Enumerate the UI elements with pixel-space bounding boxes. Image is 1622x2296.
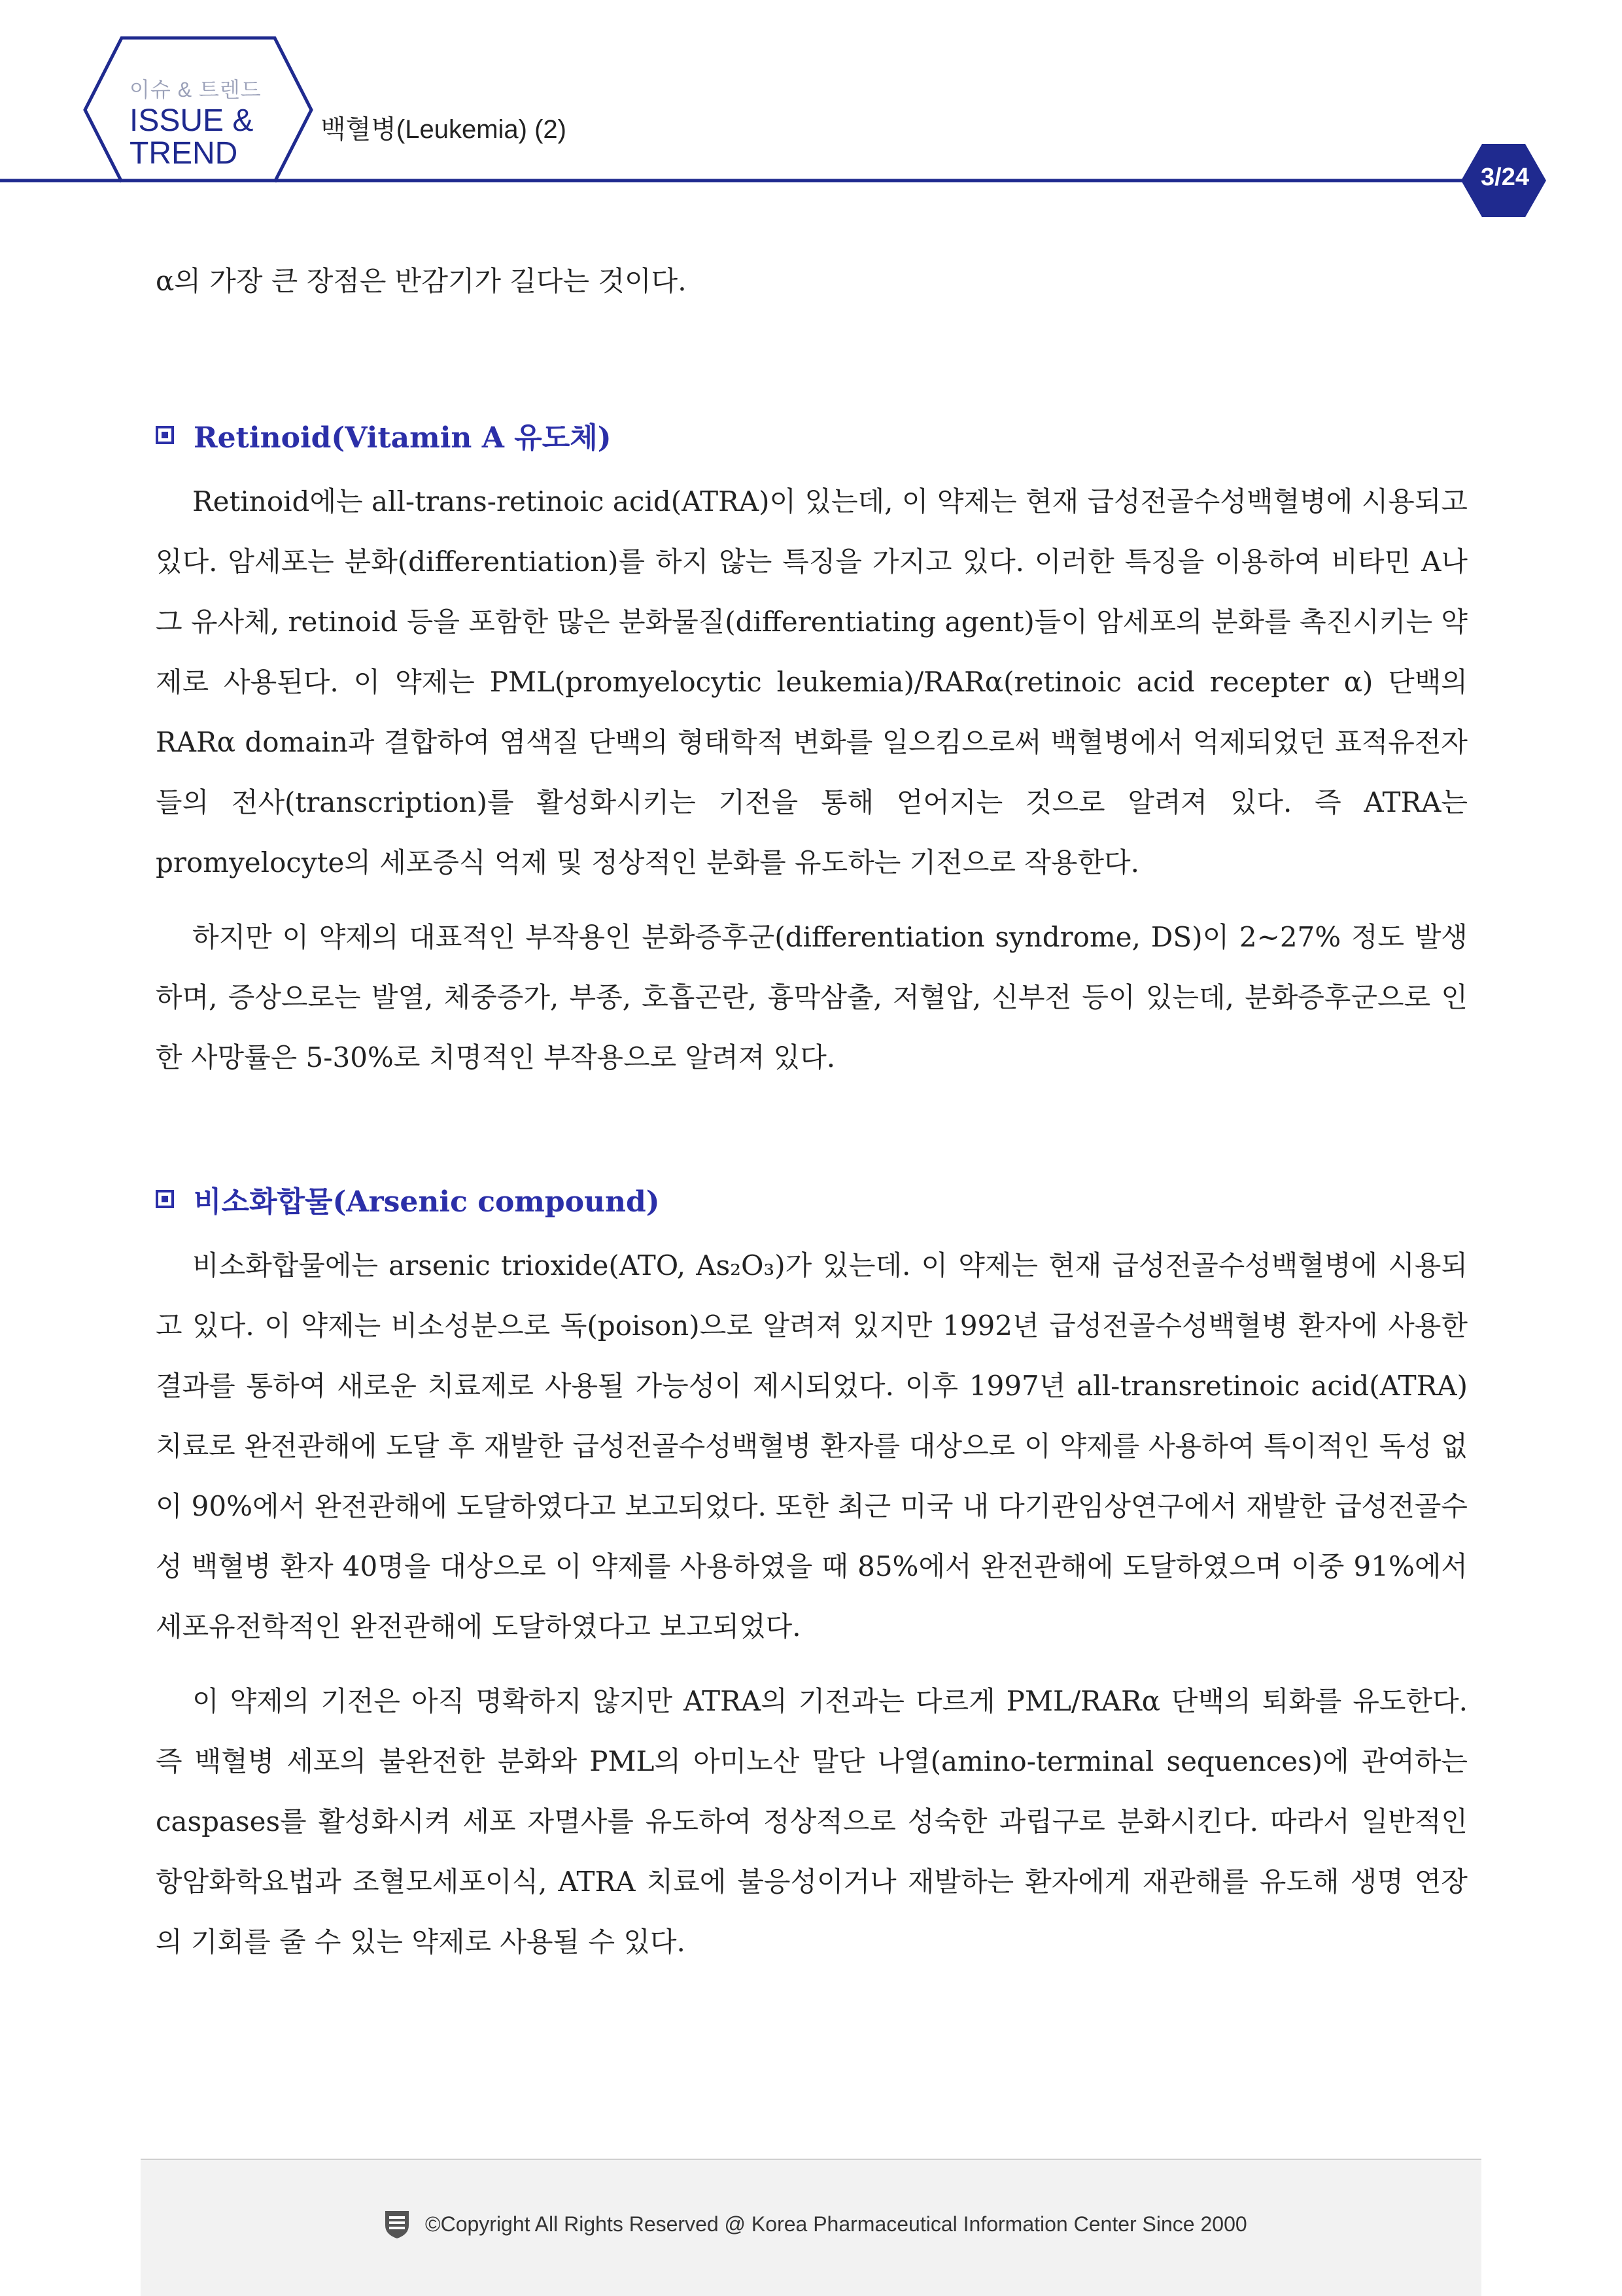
brand-title-line2: TREND <box>129 136 238 171</box>
paragraph: 비소화합물에는 arsenic trioxide(ATO, As₂O₃)가 있는데. 이 약제는 현재 급성전골수성백혈병에 시용되고 있다. 이 약제는 비소성분으로 독(poison)으로 알려져 있지만 1992년 급성전골수성백혈병 환자에 사용한 결과를 통하여 새로운 치료제로 사용될 가능성이 제시되었다. 이후 1997년 all-transretinoic acid(ATRA) 치료로 완전관해에 도달 후 재발한 급성전골수성백혈병 환자를 대상으로 이 약제를 사용하여 특이적인 독성 없이 90%에서 완전관해에 도달하였다고 보고되었다. 또한 최근 미국 내 다기관임상연구에서 재발한 급성전골수성 백혈병 환자 40명을 대상으로 이 약제를 사용하였을 때 85%에서 완전관해에 도달하였으며 이중 91%에서 세포유전학적인 완전관해에 도달하였다고 보고되었다. <box>156 1249 1468 1643</box>
square-bullet-icon <box>156 426 174 444</box>
lead-paragraph: α의 가장 큰 장점은 반감기가 길다는 것이다. <box>156 265 687 297</box>
brand-title-line1: ISSUE & <box>129 103 254 138</box>
section-heading <box>156 1178 1468 1220</box>
brand-subtitle: 이슈 & 트렌드 <box>129 78 262 101</box>
paragraph: 이 약제의 기전은 아직 명확하지 않지만 ATRA의 기전과는 다르게 PML/RARα 단백의 퇴화를 유도한다. 즉 백혈병 세포의 불완전한 분화와 PML의 아미노산 말단 나열(amino-terminal sequences)에 관여하는 caspases를 활성화시켜 세포 자멸사를 유도하여 정상적으로 성숙한 과립구로 분화시킨다. 따라서 일반적인 항암화학요법과 조혈모세포이식, ATRA 치료에 불응성이거나 재발하는 환자에게 재관해를 유도해 생명 연장의 기회를 줄 수 있는 약제로 사용될 수 있다. <box>156 1685 1468 1958</box>
brand-title <box>129 105 253 170</box>
section-heading-text: Retinoid(Vitamin A 유도체) <box>194 421 612 455</box>
square-bullet-icon <box>156 1190 174 1208</box>
page-number: 3/24 <box>1481 164 1529 191</box>
document-title: 백혈병(Leukemia) (2) <box>320 115 566 144</box>
section-heading-text: 비소화합물(Arsenic compound) <box>194 1185 660 1219</box>
shield-logo-icon <box>383 2208 411 2240</box>
section-heading <box>156 414 1468 456</box>
document-body <box>156 258 1468 1972</box>
footer-copyright: ©Copyright All Rights Reserved @ Korea Pharmaceutical Information Center Since 2000 <box>425 2212 1247 2236</box>
paragraph: Retinoid에는 all-trans-retinoic acid(ATRA)이 있는데, 이 약제는 현재 급성전골수성백혈병에 시용되고 있다. 암세포는 분화(differentiation)를 하지 않는 특징을 가지고 있다. 이러한 특징을 이용하여 비타민 A나 그 유사체, retinoid 등을 포함한 많은 분화물질(differentiating agent)들이 암세포의 분화를 촉진시키는 약제로 사용된다. 이 약제는 PML(promyelocytic leukemia)/RARα(retinoic acid recepter α) 단백의 RARα domain과 결합하여 염색질 단백의 형태학적 변화를 일으킴으로써 백혈병에서 억제되었던 표적유전자들의 전사(transcription)를 활성화시키는 기전을 통해 얻어지는 것으로 알려져 있다. 즉 ATRA는 promyelocyte의 세포증식 억제 및 정상적인 분화를 유도하는 기전으로 작용한다. <box>156 485 1468 878</box>
paragraph: 하지만 이 약제의 대표적인 부작용인 분화증후군(differentiation syndrome, DS)이 2~27% 정도 발생하며, 증상으로는 발열, 체중증가, 부종, 호흡곤란, 흉막삼출, 저혈압, 신부전 등이 있는데, 분화증후군으로 인한 사망률은 5-30%로 치명적인 부작용으로 알려져 있다. <box>156 921 1468 1073</box>
section-arsenic <box>156 1178 1468 1972</box>
section-retinoid <box>156 414 1468 1088</box>
